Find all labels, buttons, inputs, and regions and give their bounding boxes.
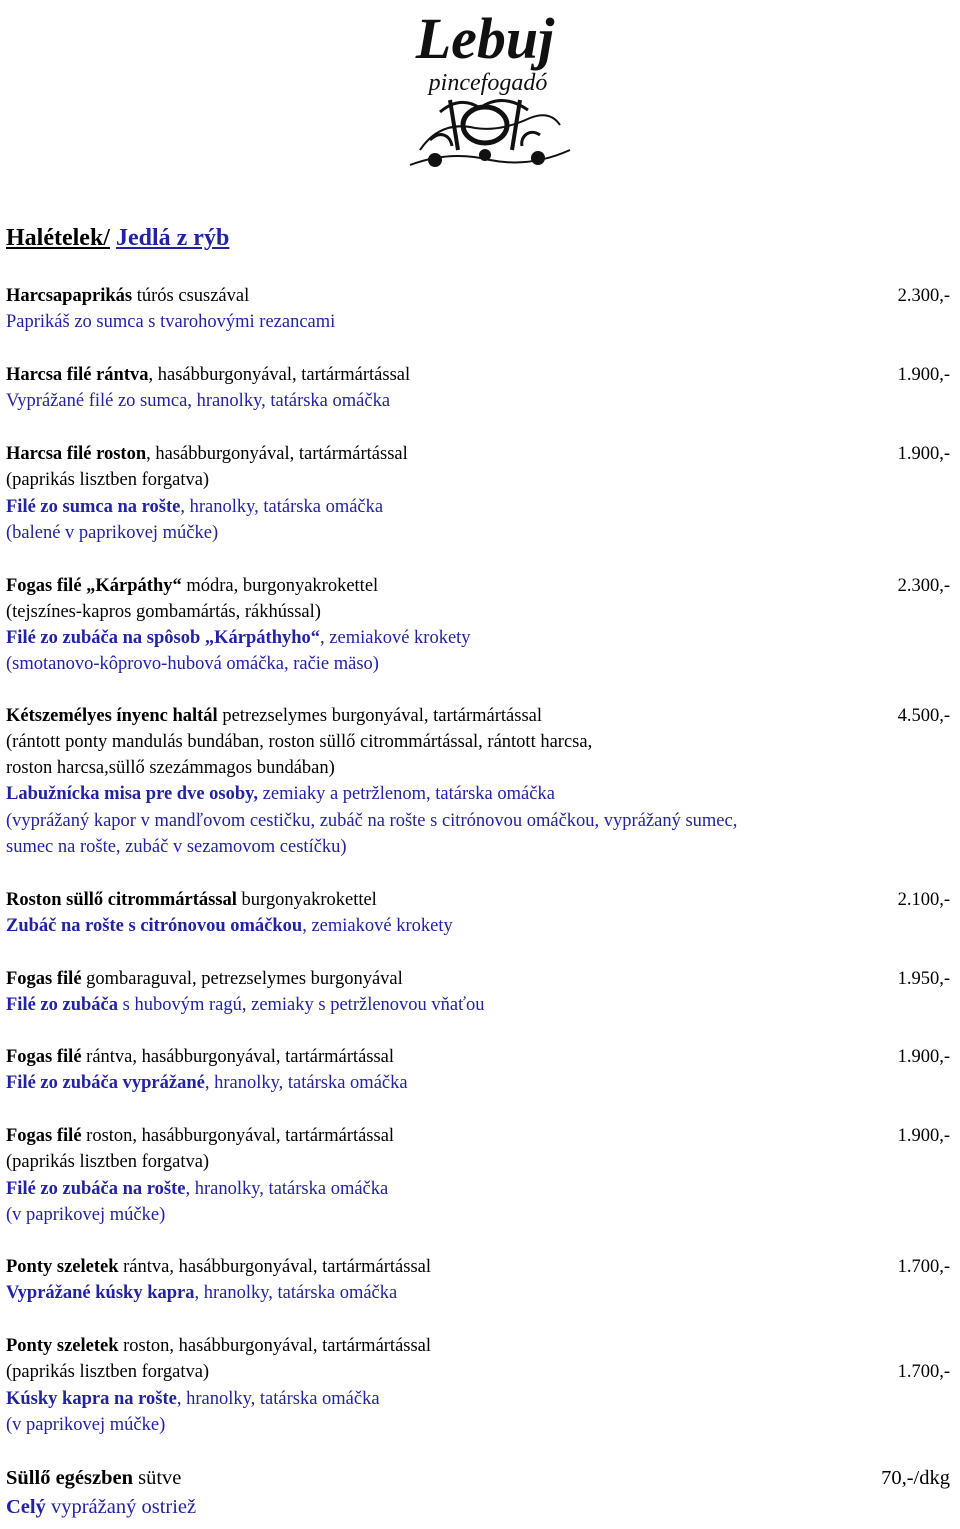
dish-name: Kúsky kapra na rošte [6,1389,177,1409]
menu-item-slovak-text [6,784,555,804]
dish-description: (v paprikovej múčke) [6,1205,166,1225]
menu-item-hungarian [6,1254,950,1280]
menu-item-slovak-text [6,312,335,332]
dish-description: , hasábburgonyával, tartármártással [148,365,411,385]
menu-item-note-text [6,470,209,490]
price: 2.100,- [897,890,950,910]
dish-name: Ponty szeletek [6,1336,119,1356]
menu-item-note-text [6,1152,209,1172]
dish-name: Harcsapaprikás [6,286,133,306]
dish-description: rántva, hasábburgonyával, tartármártással [118,1257,432,1277]
menu-item-slovak-text [6,1283,397,1303]
dish-name: Fogas filé [6,1126,82,1146]
menu-item-hungarian-text [6,365,410,385]
page-title [6,220,229,256]
menu-item-slovak [6,1412,950,1438]
dish-description: Vyprážané filé zo sumca, hranolky, tatárska omáčka [6,391,391,411]
price: 1.950,- [897,969,950,989]
logo-title: Lebuj [415,6,555,71]
dish-name: Celý [6,1496,46,1518]
dish-name: Filé zo zubáča [6,995,119,1015]
menu-item-hungarian [6,1465,950,1491]
menu-item-slovak [6,1176,950,1202]
price: 1.900,- [897,1126,950,1146]
dish-description: burgonyakrokettel [236,890,377,910]
menu-item-hungarian [6,362,950,388]
dish-name: Fogas filé [6,969,82,989]
dish-description: (paprikás lisztben forgatva) [6,470,210,490]
menu-item-slovak-text [6,916,453,936]
logo-emblem [410,100,570,166]
restaurant-logo [380,0,590,175]
menu-item-slovak-text [6,497,383,517]
dish-description: rántva, hasábburgonyával, tartármártással [81,1047,395,1067]
dish-description: roston, hasábburgonyával, tartármártással [118,1336,432,1356]
dish-name: Süllő egészben [6,1467,133,1489]
dish-description: zemiaky a petržlenom, tatárska omáčka [258,784,555,804]
menu-item-note [6,1359,950,1385]
dish-description: módra, burgonyakrokettel [181,576,379,596]
logo-subtitle: pincefogadó [428,70,548,96]
dish-description: , zemiakové krokety [302,916,453,936]
menu-item-slovak [6,1280,950,1306]
menu-item-slovak [6,1070,950,1096]
menu-item-slovak-text [6,1073,408,1093]
dish-description: , hranolky, tatárska omáčka [180,497,384,517]
menu-item-slovak-text [6,391,390,411]
dish-name: Labužnícka misa pre dve osoby, [6,784,259,804]
dish-name: Kétszemélyes ínyenc haltál [6,706,218,726]
dish-description: túrós csuszával [132,286,250,306]
price: 70,-/dkg [881,1467,950,1489]
dish-name: Ponty szeletek [6,1257,119,1277]
menu-item-slovak-text [6,1179,388,1199]
menu-item-hungarian [6,887,950,913]
menu-item-hungarian [6,573,950,599]
dish-description: , hranolky, tatárska omáčka [176,1389,380,1409]
menu-item-hungarian-text [6,1126,394,1146]
menu-item-slovak-text [6,654,379,674]
menu-item-slovak [6,1202,950,1228]
dish-description: roston harcsa,süllő szezámmagos bundában) [6,758,335,778]
price: 1.900,- [897,365,950,385]
dish-name: Fogas filé „Kárpáthy“ [6,576,182,596]
dish-description: gombaraguval, petrezselymes burgonyával [81,969,403,989]
dish-description: , hranolky, tatárska omáčka [194,1283,398,1303]
dish-description: (vyprážaný kapor v mandľovom cestičku, zubáč na rošte s citrónovou omáčkou, vyprážaný sumec, [6,811,738,831]
price: 4.500,- [897,706,950,726]
menu-item-slovak [6,520,950,546]
menu-item-slovak [6,834,950,860]
menu-item-hungarian [6,966,950,992]
dish-name: Harcsa filé roston [6,444,147,464]
menu-item-hungarian-text [6,576,378,596]
dish-description: sütve [133,1467,182,1489]
menu-item-slovak [6,992,950,1018]
price: 2.300,- [897,576,950,596]
dish-name: Filé zo zubáča vyprážané [6,1073,205,1093]
dish-name: Filé zo zubáča na rošte [6,1179,186,1199]
menu-item-slovak [6,625,950,651]
menu-item-hungarian-text [6,706,542,726]
menu-item-slovak [6,1494,950,1520]
menu-item-hungarian [6,1123,950,1149]
price: 1.900,- [897,1047,950,1067]
menu-item-note [6,755,950,781]
price: 1.700,- [897,1362,950,1382]
dish-description: (tejszínes-kapros gombamártás, rákhússal) [6,602,321,622]
page-title-slovak: Jedlá z rýb [115,225,230,251]
menu-item-slovak [6,913,950,939]
dish-name: Zubáč na rošte s citrónovou omáčkou [6,916,303,936]
dish-name: Filé zo zubáča na spôsob „Kárpáthyho“ [6,628,321,648]
dish-description: roston, hasábburgonyával, tartármártással [81,1126,395,1146]
dish-description: (paprikás lisztben forgatva) [6,1362,210,1382]
price: 1.900,- [897,444,950,464]
menu-item-hungarian-text [6,1047,394,1067]
menu-item-slovak-text [6,1389,380,1409]
menu-item-note [6,599,950,625]
menu-item-hungarian-text [6,969,403,989]
menu-item-note-text [6,758,335,778]
menu-item-slovak-text [6,995,485,1015]
dish-description: , hranolky, tatárska omáčka [204,1073,408,1093]
dish-name: Vyprážané kúsky kapra [6,1283,195,1303]
price: 1.700,- [897,1257,950,1277]
menu-item-slovak [6,651,950,677]
menu-item-hungarian [6,283,950,309]
menu-item-slovak-text [6,1496,196,1518]
dish-name: Roston süllő citrommártással [6,890,237,910]
menu-item-slovak-text [6,837,347,857]
dish-description: vyprážaný ostriež [45,1496,197,1518]
dish-description: sumec na rošte, zubáč v sezamovom cestíčku) [6,837,347,857]
price: 2.300,- [897,286,950,306]
logo-graphic [380,0,590,175]
menu-item-note-text [6,1362,209,1382]
menu-item-slovak-text [6,1415,165,1435]
dish-description: , zemiakové krokety [320,628,471,648]
menu-item-slovak-text [6,523,218,543]
menu-item-note-text [6,602,321,622]
menu-item-slovak [6,309,950,335]
menu-item-hungarian [6,1333,950,1359]
menu-item-hungarian-text [6,1467,181,1489]
menu-item-hungarian [6,441,950,467]
menu-item-slovak [6,781,950,807]
menu-item-slovak [6,494,950,520]
menu-item-slovak [6,388,950,414]
dish-name: Fogas filé [6,1047,82,1067]
dish-description: , hranolky, tatárska omáčka [185,1179,389,1199]
menu-item-slovak-text [6,1205,165,1225]
menu-item-note [6,729,950,755]
dish-description: s hubovým ragú, zemiaky s petržlenovou vňaťou [118,995,485,1015]
menu-item-note [6,467,950,493]
menu-item-hungarian-text [6,1257,431,1277]
dish-description: (v paprikovej múčke) [6,1415,166,1435]
menu-item-slovak [6,808,950,834]
dish-description: (smotanovo-kôprovo-hubová omáčka, račie mäso) [6,654,379,674]
dish-description: , hasábburgonyával, tartármártással [146,444,408,464]
menu-item-hungarian-text [6,890,377,910]
menu-item-note [6,1149,950,1175]
dish-name: Harcsa filé rántva [6,365,149,385]
dish-description: petrezselymes burgonyával, tartármártással [217,706,542,726]
menu-item-hungarian-text [6,1336,431,1356]
menu-item-hungarian [6,703,950,729]
menu-item-hungarian [6,1044,950,1070]
dish-description: (balené v paprikovej múčke) [6,523,219,543]
menu-item-hungarian-text [6,286,249,306]
menu-item-slovak-text [6,811,737,831]
dish-description: (rántott ponty mandulás bundában, roston süllő citrommártással, rántott harcsa, [6,732,593,752]
page-title-hungarian: Halételek/ [6,225,110,251]
menu-item-hungarian-text [6,444,408,464]
dish-name: Filé zo sumca na rošte [6,497,181,517]
menu-item-slovak [6,1386,950,1412]
menu-item-note-text [6,732,592,752]
menu-item-slovak-text [6,628,471,648]
dish-description: (paprikás lisztben forgatva) [6,1152,210,1172]
dish-description: Paprikáš zo sumca s tvarohovými rezancami [6,312,336,332]
